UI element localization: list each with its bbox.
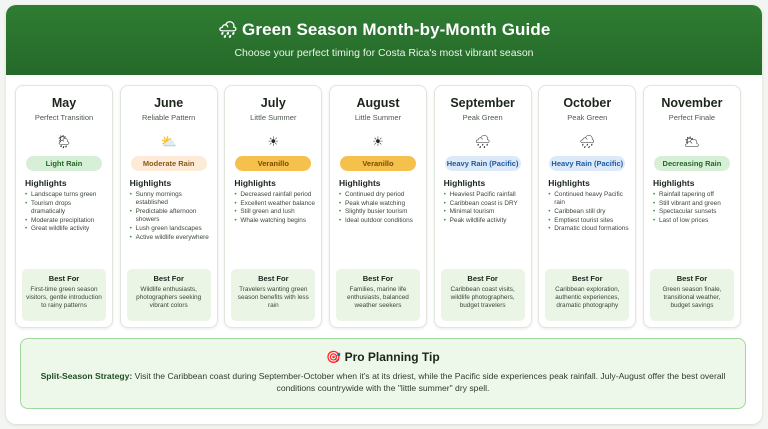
month-cards [15,85,741,328]
highlight-item: • Great wildlife activity [25,225,106,233]
best-for-box [336,269,420,321]
month-card-july [224,85,322,328]
highlight-item: • Continued heavy Pacific rain [548,191,629,207]
sun-behind-cloud-icon: 🌦 [55,134,73,149]
rain-badge: Veranillo [235,156,311,171]
best-for-box [127,269,211,321]
rain-badge: Heavy Rain (Pacific) [445,156,521,171]
highlights-title: Highlights [443,178,486,188]
pro-tip-text [35,370,731,394]
best-for-title: Best For [153,274,184,283]
highlights-list [548,191,629,234]
sun-behind-cloud-icon: ⛅ [160,134,177,149]
best-for-text: Green season finale, transitional weather, budget savings [662,286,722,310]
highlights-list [339,191,420,225]
highlights-list [130,191,211,242]
highlight-item: • Active wildlife everywhere [130,234,211,242]
highlights-title: Highlights [548,178,590,188]
month-card-june [120,85,218,328]
rain-badge: Veranillo [340,156,416,171]
page-title [6,19,762,42]
month-card-september [434,85,532,328]
sun-icon: ☀ [372,134,384,149]
month-card-november [643,85,741,328]
page-title-text: Green Season Month-by-Month Guide [242,20,551,39]
highlight-item: • Last of low prices [653,217,734,225]
best-for-text: Wildlife enthusiasts, photographers seeking vibrant colors [136,286,202,310]
month-card-october [538,85,636,328]
best-for-text: Families, marine life enthusiasts, balanced weather seekers [347,286,409,310]
month-card-august [329,85,427,328]
month-card-may [15,85,113,328]
month-tagline: Peak Green [462,113,503,122]
best-for-title: Best For [362,274,394,283]
month-tagline: Little Summer [250,113,297,122]
target-icon: 🎯 [326,350,342,364]
highlight-item: • Moderate precipitation [25,217,106,225]
month-name: June [154,96,184,110]
pro-tip-title [21,350,745,364]
highlight-item: • Lush green landscapes [130,225,211,233]
highlight-item: • Minimal tourism [444,208,525,216]
best-for-box [231,269,315,321]
highlights-list [234,191,315,225]
highlights-list [444,191,525,225]
rain-badge: Heavy Rain (Pacific) [549,156,625,171]
highlight-item: • Caribbean coast is DRY [444,200,525,208]
highlight-item: • Still green and lush [234,208,315,216]
highlight-item: • Peak wildlife activity [444,217,525,225]
pro-tip-body: Visit the Caribbean coast during September-October when it's at its driest, while the Pacific side experiences peak rainfall. July-August offer the best overall conditions countrywide with the "little summer" dry spell. [134,371,726,393]
rain-badge: Moderate Rain [131,156,207,171]
highlights-list [25,191,106,234]
rain-badge: Light Rain [26,156,102,171]
month-name: July [260,96,286,110]
highlight-item: • Caribbean still dry [548,208,629,216]
highlight-item: • Rainfall tapering off [653,191,734,199]
best-for-title: Best For [676,274,708,283]
best-for-title: Best For [48,274,80,283]
best-for-text: Caribbean coast visits, wildlife photographers, budget travelers [450,286,515,310]
month-name: August [356,96,400,110]
highlight-item: • Whale watching begins [234,217,315,225]
highlights-list [653,191,734,225]
best-for-text: Travelers wanting green season benefits with less rain [237,286,309,310]
pro-tip-title-text: Pro Planning Tip [344,350,440,364]
highlight-item: • Tourism drops dramatically [25,200,106,216]
page-subtitle: Choose your perfect timing for Costa Rica's most vibrant season [234,47,534,59]
highlight-item: • Still vibrant and green [653,200,734,208]
best-for-title: Best For [258,274,289,283]
cloud-rain-icon: 🌧 [474,134,491,149]
best-for-box [22,269,106,321]
month-tagline: Little Summer [354,113,402,122]
highlight-item: • Continued dry period [339,191,420,199]
highlight-item: • Predictable afternoon showers [130,208,211,224]
month-tagline: Perfect Transition [34,113,94,122]
month-name: May [51,96,77,110]
highlight-item: • Peak whale watching [339,200,420,208]
best-for-text: First-time green season visitors, gentle introduction to rainy patterns [26,286,102,310]
best-for-title: Best For [572,274,603,283]
highlights-title: Highlights [338,178,381,188]
month-tagline: Perfect Finale [668,113,716,122]
sun-behind-cloud-icon: 🌥 [683,134,701,149]
month-name: October [563,96,612,110]
highlight-item: • Spectacular sunsets [653,208,734,216]
best-for-box [650,269,734,321]
highlight-item: • Dramatic cloud formations [548,225,629,233]
cloud-rain-icon: 🌧 [579,134,596,149]
highlight-item: • Decreased rainfall period [234,191,315,199]
page-header [6,5,762,75]
highlights-title: Highlights [234,178,276,188]
rain-badge: Decreasing Rain [654,156,730,171]
highlights-title: Highlights [652,178,695,188]
month-tagline: Peak Green [567,113,608,122]
highlight-item: • Sunny mornings established [130,191,211,207]
highlights-title: Highlights [25,178,67,188]
month-tagline: Reliable Pattern [141,113,196,122]
month-name: November [661,96,723,110]
best-for-title: Best For [467,274,498,283]
highlights-title: Highlights [129,178,172,188]
highlight-item: • Emptiest tourist sites [548,217,629,225]
best-for-box [441,269,525,321]
pro-tip-panel [20,338,746,409]
sun-icon: ☀ [267,134,280,149]
highlight-item: • Heaviest Pacific rainfall [444,191,525,199]
highlight-item: • Landscape turns green [25,191,106,199]
best-for-box [545,269,629,321]
highlight-item: • Ideal outdoor conditions [339,217,420,225]
cloud-rain-icon: 🌧 [217,22,239,39]
highlight-item: • Slightly busier tourism [339,208,420,216]
highlight-item: • Excellent weather balance [234,200,315,208]
pro-tip-lead: Split-Season Strategy: [40,371,133,381]
month-name: September [450,96,515,110]
best-for-text: Caribbean exploration, authentic experiences, dramatic photography [555,286,620,310]
